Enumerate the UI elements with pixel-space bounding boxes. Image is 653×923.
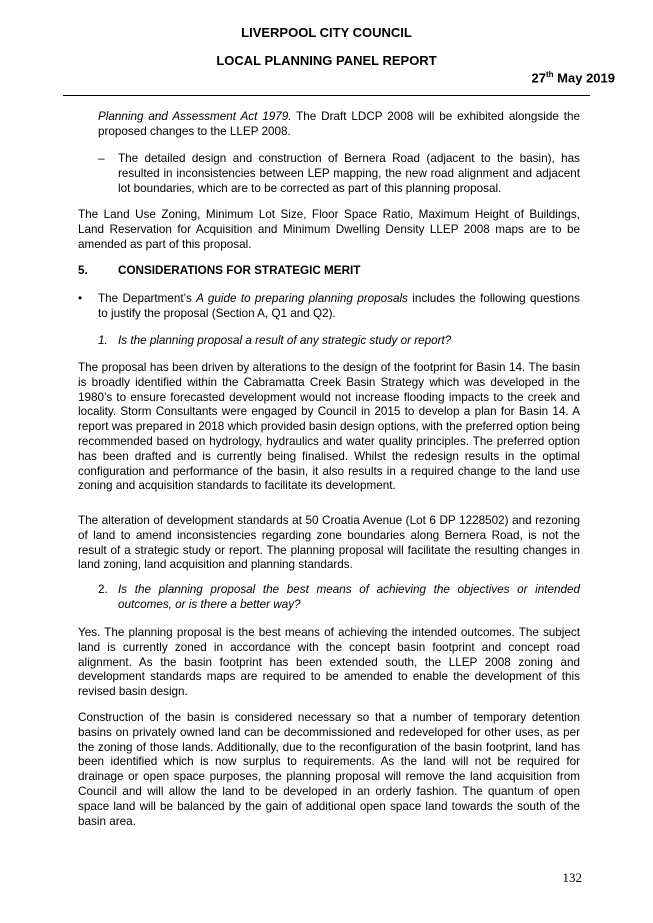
report-date xyxy=(532,70,615,85)
question-1-text: Is the planning proposal a result of any strategic study or report? xyxy=(118,334,452,347)
date-suffix: th xyxy=(546,70,554,79)
question-2 xyxy=(98,583,580,613)
bullet-list-item xyxy=(78,292,580,322)
intro-paragraph xyxy=(98,110,580,140)
bullet-text-after: includes the following questions to justify the proposal (Section A, Q1 and Q2). xyxy=(98,292,580,320)
question-2-number: 2. xyxy=(98,583,108,596)
report-title: LOCAL PLANNING PANEL REPORT xyxy=(216,53,437,68)
date-month-year: May 2019 xyxy=(553,70,615,86)
bullet-text-before: The Department’s xyxy=(98,292,197,305)
q1-answer-paragraph-1: The proposal has been driven by alterations to the design of the footprint for Basin 14. The basin is broadly identified within the Cabramatta Creek Basin Strategy which was developed in the 1980’s to ensure forecasted development would not increase flooding impacts to the creek and locality. Storm Consultants were engaged by Council in 2015 to develop a plan for Basin 14. A report was prepared in 2018 which provided basin design options, with the preferred option being recommended based on hydrology, hydraulics and water quality principles. The preferred option has been drafted and is currently being finalised. Whilst the redesign results in the optimal configuration and performance of the basin, it also results in a required change to the land use zoning and acquisition standards to facilitate its development. xyxy=(78,361,580,493)
question-1 xyxy=(98,334,580,349)
council-name: LIVERPOOL CITY COUNCIL xyxy=(241,25,412,40)
section-heading xyxy=(78,264,580,279)
page-number: 132 xyxy=(562,870,582,885)
q1-answer-paragraph-2: The alteration of development standards at 50 Croatia Avenue (Lot 6 DP 1228502) and rezoning of land to amend inconsistencies regarding zone boundaries along Bernera Road, is not the result of a strategic study or report. The planning proposal will facilitate the resulting changes in land zoning, land acquisition and planning standards. xyxy=(78,514,580,572)
intro-text: The Draft LDCP 2008 will be exhibited alongside the proposed changes to the LLEP 2008. xyxy=(98,110,580,138)
header-divider xyxy=(63,95,590,96)
guide-title: A guide to preparing planning proposals xyxy=(196,292,408,305)
dash-item-text: The detailed design and construction of Bernera Road (adjacent to the basin), has resulted in inconsistencies between LEP mapping, the new road alignment and adjacent lot boundaries, which are to be corrected as part of this planning proposal. xyxy=(118,152,580,195)
q2-answer-paragraph-1: Yes. The planning proposal is the best means of achieving the intended outcomes. The subject land is currently zoned in accordance with the concept basin footprint and concept road alignment. As the basin footprint has been extended south, the LLEP 2008 zoning and development standards maps are required to be amended to enable the development of this revised basin design. xyxy=(78,626,580,699)
q2-answer-paragraph-2: Construction of the basin is considered necessary so that a number of temporary detention basins on privately owned land can be decommissioned and redeveloped for other uses, as per the zoning of those lands. Additionally, due to the reconfiguration of the basin footprint, land has been identified which is now surplus to requirements. As the land will not be required for drainage or open space purposes, the planning proposal will remove the land acquisition from Council and will allow the land to be developed in an orderly fashion. The quantum of open space land will be balanced by the gain of additional open space land towards the south of the basin area. xyxy=(78,711,580,828)
date-day: 27 xyxy=(531,70,546,86)
section-title: CONSIDERATIONS FOR STRATEGIC MERIT xyxy=(118,264,361,277)
dash-marker: – xyxy=(98,152,105,165)
dash-list-item xyxy=(98,152,580,196)
section-number: 5. xyxy=(78,264,88,277)
bullet-text xyxy=(98,292,580,322)
bullet-marker: • xyxy=(78,292,83,305)
maps-paragraph: The Land Use Zoning, Minimum Lot Size, Floor Space Ratio, Maximum Height of Buildings, Land Reservation for Acquisition and Minimum Dwelling Density LLEP 2008 maps are to be amended as part of this proposal. xyxy=(78,208,580,251)
question-2-text: Is the planning proposal the best means of achieving the objectives or intended outcomes, or is there a better way? xyxy=(118,583,580,611)
act-name: Planning and Assessment Act 1979. xyxy=(98,110,292,123)
question-1-number: 1. xyxy=(98,334,108,347)
